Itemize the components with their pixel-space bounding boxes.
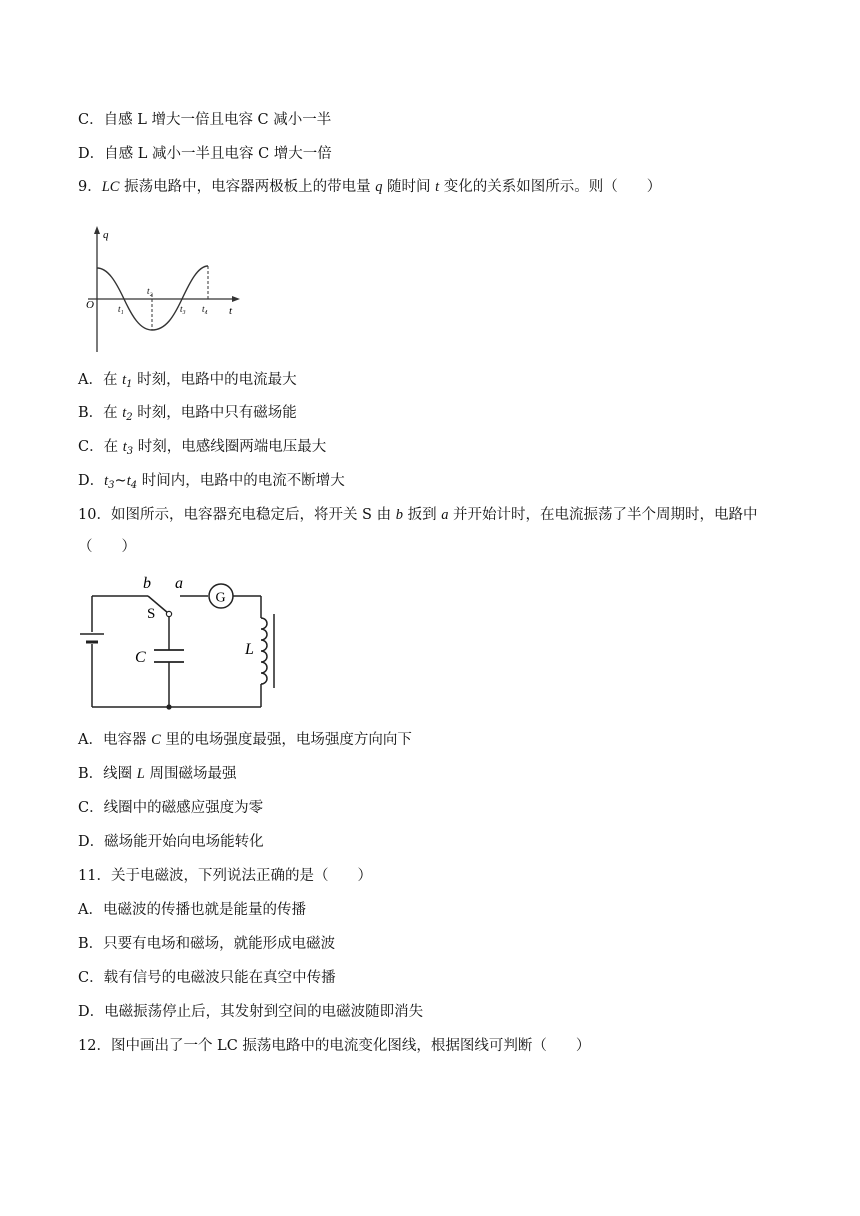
q9-t2-label: t₂ xyxy=(147,286,153,296)
q9-stem: 9．LC 振荡电路中，电容器两极板上的带电量 q 随时间 t 变化的关系如图所示。则（ ） xyxy=(78,179,662,195)
q9-x-label: t xyxy=(229,305,233,317)
q8-option-c: C．自感 L 增大一倍且电容 C 减小一半 xyxy=(78,112,332,128)
q9-option-b: B．在 $t_2$ 时刻，电路中只有磁场能 xyxy=(78,405,297,423)
circuit-label-l: L xyxy=(245,641,254,658)
circuit-label-c: C xyxy=(135,649,146,666)
inductor-coil xyxy=(261,618,267,684)
q11-option-c: C．载有信号的电磁波只能在真空中传播 xyxy=(78,970,336,986)
circuit-label-a: a xyxy=(175,575,183,592)
q10-stem-paren: （ ） xyxy=(78,539,136,555)
q10-option-d: D．磁场能开始向电场能转化 xyxy=(78,834,264,850)
junction-dot xyxy=(166,704,171,709)
q9-y-label: q xyxy=(103,229,109,241)
circuit-label-g: G xyxy=(215,590,226,606)
q9-option-d: D．$t_3\sim t_4$ 时间内，电路中的电流不断增大 xyxy=(78,473,345,491)
switch-pivot xyxy=(166,611,171,616)
circuit-label-s: S xyxy=(147,606,156,622)
q9-origin-label: O xyxy=(86,299,94,311)
q11-option-d: D．电磁振荡停止后，其发射到空间的电磁波随即消失 xyxy=(78,1004,424,1020)
q10-stem: 10．如图所示，电容器充电稳定后，将开关 S 由 b 扳到 a 并开始计时，在电流振荡了半个周期时，电路中 xyxy=(78,507,758,523)
q11-stem: 11．关于电磁波，下列说法正确的是（ ） xyxy=(78,868,372,884)
q9-charge-time-graph xyxy=(80,222,250,357)
q10-option-c: C．线圈中的磁感应强度为零 xyxy=(78,800,264,816)
q9-t3-label: t₃ xyxy=(180,304,186,314)
q10-circuit-diagram xyxy=(80,572,280,714)
q10-option-a: A．电容器 C 里的电场强度最强，电场强度方向向下 xyxy=(78,732,412,748)
q11-option-a: A．电磁波的传播也就是能量的传播 xyxy=(78,902,306,918)
q9-t1-label: t₁ xyxy=(118,304,124,314)
q9-y-arrow xyxy=(94,226,100,234)
q8-option-d: D．自感 L 减小一半且电容 C 增大一倍 xyxy=(78,146,332,162)
q9-option-a: A．在 $t_1$ 时刻，电路中的电流最大 xyxy=(78,372,297,390)
circuit-label-b: b xyxy=(143,575,151,592)
q11-option-b: B．只要有电场和磁场，就能形成电磁波 xyxy=(78,936,336,952)
q9-t4-label: t₄ xyxy=(202,304,208,314)
q9-x-arrow xyxy=(232,296,240,302)
q10-option-b: B．线圈 L 周围磁场最强 xyxy=(78,766,237,782)
q9-option-c: C．在 $t_3$ 时刻，电感线圈两端电压最大 xyxy=(78,439,327,457)
q12-stem: 12．图中画出了一个 LC 振荡电路中的电流变化图线，根据图线可判断（ ） xyxy=(78,1038,591,1054)
